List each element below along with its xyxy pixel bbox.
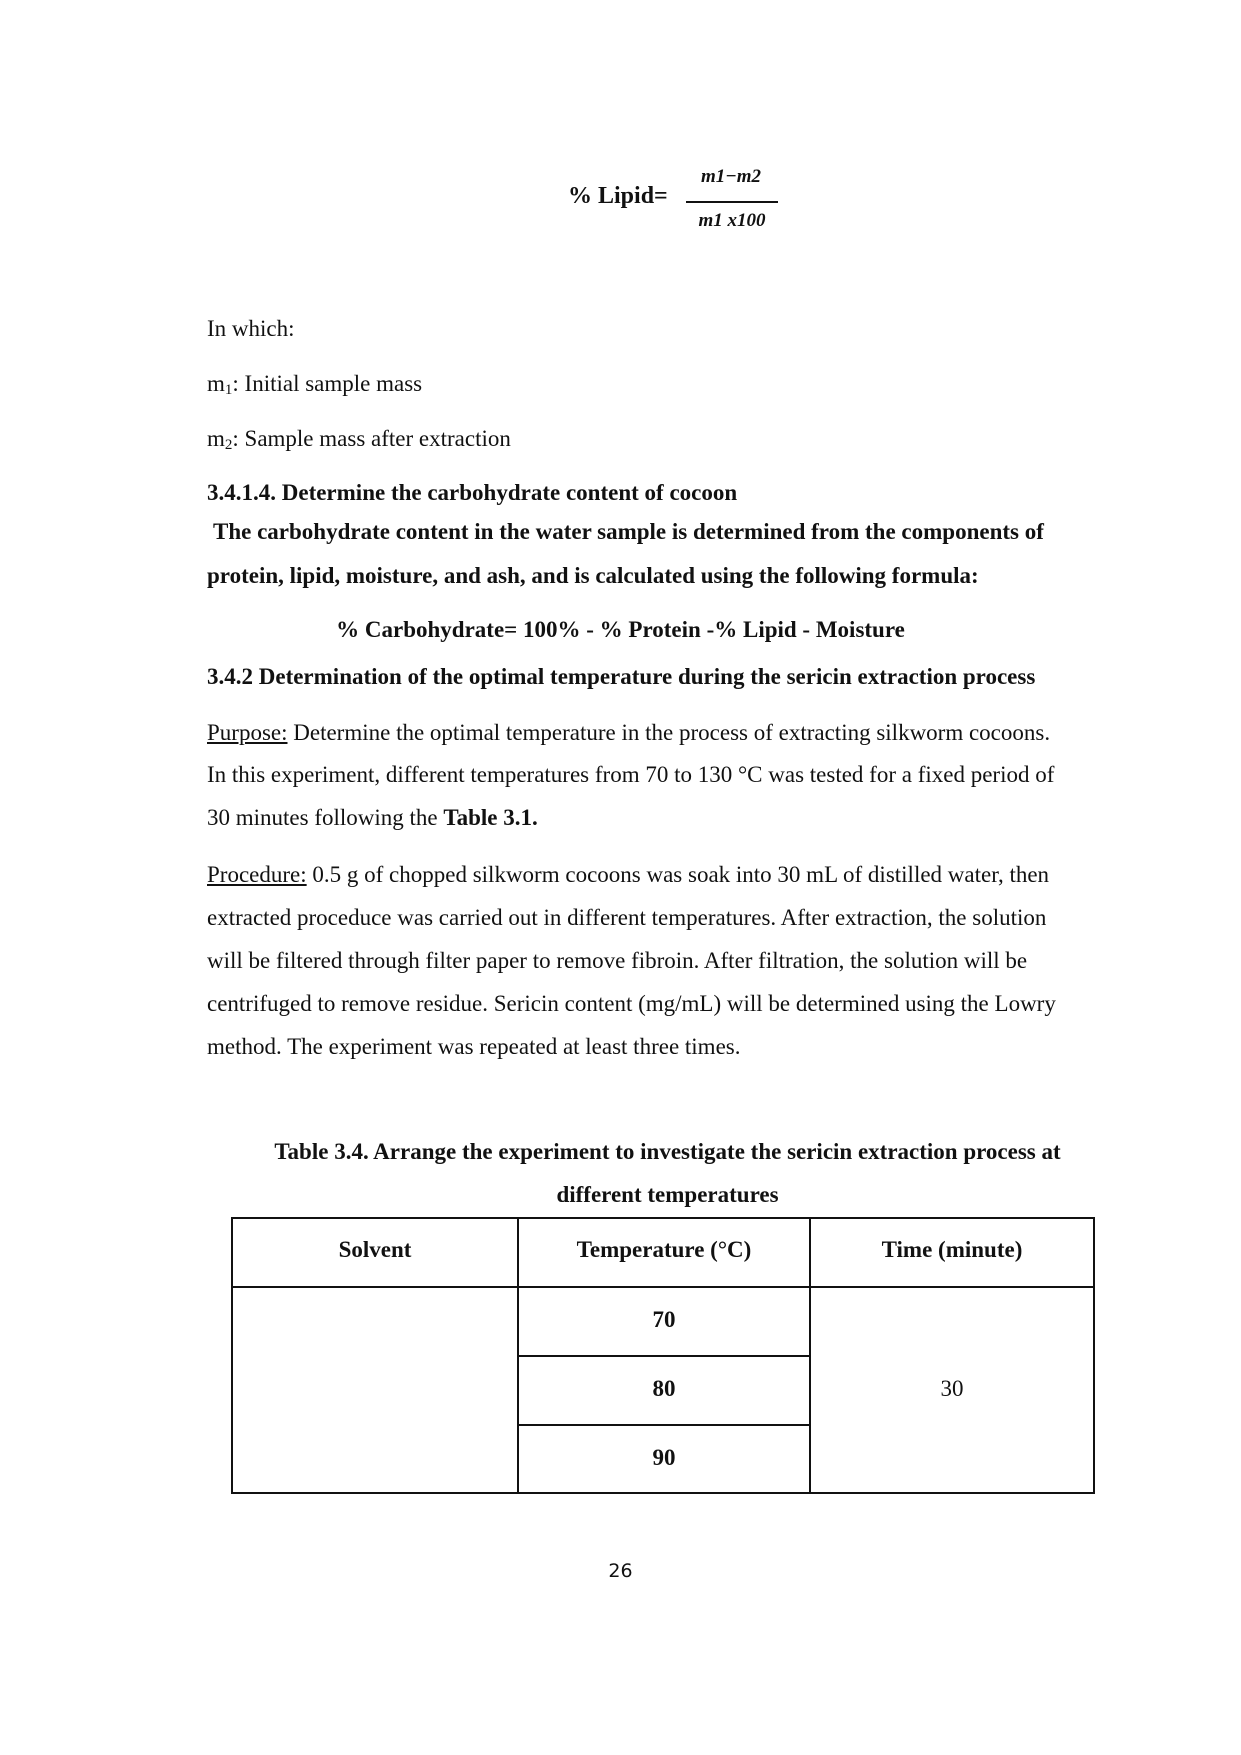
definition-m1: $m_1$: Initial sample mass: [207, 371, 423, 398]
table-header-solvent: Solvent: [338, 1237, 412, 1262]
purpose-line3: 30 minutes following the Table 3.1.: [207, 805, 538, 830]
lipid-formula-lhs: % Lipid=: [568, 183, 668, 209]
purpose-label: Purpose:: [207, 720, 288, 745]
procedure-line5: method. The experiment was repeated at least three times.: [207, 1034, 741, 1059]
page-number: 26: [608, 1560, 633, 1582]
temperature-table: [231, 1217, 1095, 1494]
purpose-line1: Purpose: Determine the optimal temperature in the process of extracting silkworm cocoons.: [207, 720, 1051, 745]
table-divider: [233, 1286, 1093, 1288]
section-3414-body-line1: The carbohydrate content in the water sample is determined from the components of: [213, 519, 1044, 544]
table-header-time: Time (minute): [881, 1237, 1023, 1262]
section-3414-heading: 3.4.1.4. Determine the carbohydrate content of cocoon: [207, 480, 738, 505]
table-caption: Table 3.4. Arrange the experiment to investigate the sericin extraction process at different temperatures: [274, 1139, 1061, 1207]
procedure-line2: extracted proceduce was carried out in different temperatures. After extraction, the solution: [207, 905, 1047, 930]
definitions-intro: In which:: [207, 316, 295, 341]
table-cell-temperature: 70: [652, 1307, 676, 1332]
section-342-heading: 3.4.2 Determination of the optimal temperature during the sericin extraction process: [207, 664, 1036, 689]
table-divider: [517, 1355, 811, 1357]
table-cell-temperature: 90: [652, 1445, 676, 1470]
lipid-formula-numerator: m1−m2: [700, 166, 762, 187]
table-cell-temperature: 80: [652, 1376, 676, 1401]
definition-m2: $m_2$: Sample mass after extraction: [207, 426, 511, 453]
table-cell-time: 30: [940, 1376, 964, 1401]
procedure-line4: centrifuged to remove residue. Sericin content (mg/mL) will be determined using the Lowry: [207, 991, 1056, 1016]
purpose-line2: In this experiment, different temperatures from 70 to 130 °C was tested for a fixed period of: [207, 762, 1055, 787]
fraction-bar: [686, 201, 778, 203]
carbohydrate-formula: % Carbohydrate= 100% - % Protein -% Lipid - Moisture: [336, 617, 905, 642]
procedure-label: Procedure:: [207, 862, 307, 887]
table-divider: [517, 1424, 811, 1426]
lipid-formula: [568, 166, 798, 236]
lipid-formula-denominator: m1 x100: [698, 210, 766, 231]
section-3414-body-line2: protein, lipid, moisture, and ash, and is calculated using the following formula:: [207, 563, 979, 588]
table-header-temperature: Temperature (°C): [576, 1237, 752, 1262]
procedure-line3: will be filtered through filter paper to remove fibroin. After filtration, the solution will be: [207, 948, 1028, 973]
procedure-line1: Procedure: 0.5 g of chopped silkworm cocoons was soak into 30 mL of distilled water, then: [207, 862, 1050, 887]
